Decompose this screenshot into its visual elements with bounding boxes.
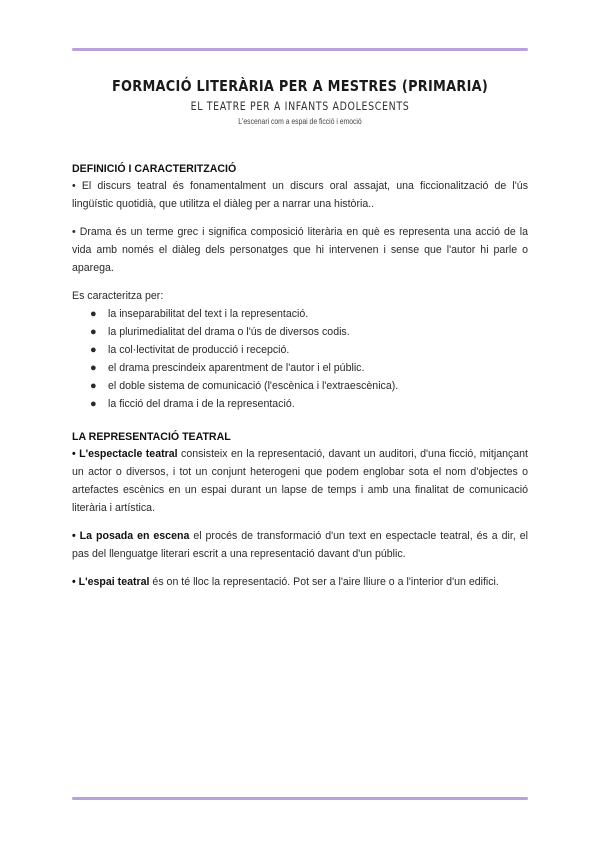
paragraph-posada-en-escena: • La posada en escena el procés de transformació d'un text en espectacle teatral, és a dir, el pas del llenguatge literari escrit a una representació davant d'un públic. [72,530,528,560]
list-item: ● la ficció del drama i de la representació. [72,395,528,413]
bullet-icon: ● [90,380,97,392]
bullet-icon: ● [90,326,97,338]
document-subtitle: EL TEATRE PER A INFANTS ADOLESCENTS [190,99,410,113]
term-label: • L'espectacle teatral [72,448,178,460]
list-item: ● el doble sistema de comunicació (l'escènica i l'extraescènica). [72,377,528,395]
paragraph-espai-teatral: • L'espai teatral és on té lloc la representació. Pot ser a l'aire lliure o a l'interior d'un edifici. [72,576,499,588]
paragraph-espectacle-teatral: • L'espectacle teatral consisteix en la representació, davant un auditori, d'una ficció, mitjançant un actor o diversos, i tot un conjunt heterogeni que podem englobar sota el nom d'objectes o artefactes escènics en un espai durant un lapse de temps i amb una finalitat de comunicació literària i artística. [72,448,528,514]
top-divider [72,48,528,51]
document-title: FORMACIÓ LITERÀRIA PER A MESTRES (PRIMARIA) [111,77,489,95]
list-intro: Es caracteritza per: [72,290,164,302]
paragraph-discurs-teatral: • El discurs teatral és fonamentalment un discurs oral assajat, una ficcionalització de l'ús lingüístic quotidià, que utilitza el diàleg per a narrar una història.. [72,180,528,210]
term-label: • La posada en escena [72,530,190,542]
bullet-icon: ● [90,308,97,320]
document-body [72,161,528,601]
bullet-icon: ● [90,344,97,356]
section-heading-representacio: LA REPRESENTACIÓ TEATRAL [72,431,231,443]
document-tagline: L'escenari com a espai de ficció i emoció [238,117,362,126]
bullet-icon: ● [90,398,97,410]
document-header [72,76,528,127]
characteristics-list [72,305,528,413]
list-item: ● el drama prescindeix aparentment de l'autor i el públic. [72,359,528,377]
list-item: ● la inseparabilitat del text i la representació. [72,305,528,323]
bullet-icon: ● [90,362,97,374]
list-item: ● la plurimedialitat del drama o l'ús de diversos codis. [72,323,528,341]
section-heading-definicio: DEFINICIÓ I CARACTERITZACIÓ [72,163,237,175]
list-item: ● la col·lectivitat de producció i recepció. [72,341,528,359]
paragraph-drama: • Drama és un terme grec i significa composició literària en què es representa una acció de la vida amb només el diàleg dels personatges que hi intervenen i sense que l'autor hi parle o aparega. [72,226,528,274]
bottom-divider [72,797,528,800]
term-label: • L'espai teatral [72,576,150,588]
